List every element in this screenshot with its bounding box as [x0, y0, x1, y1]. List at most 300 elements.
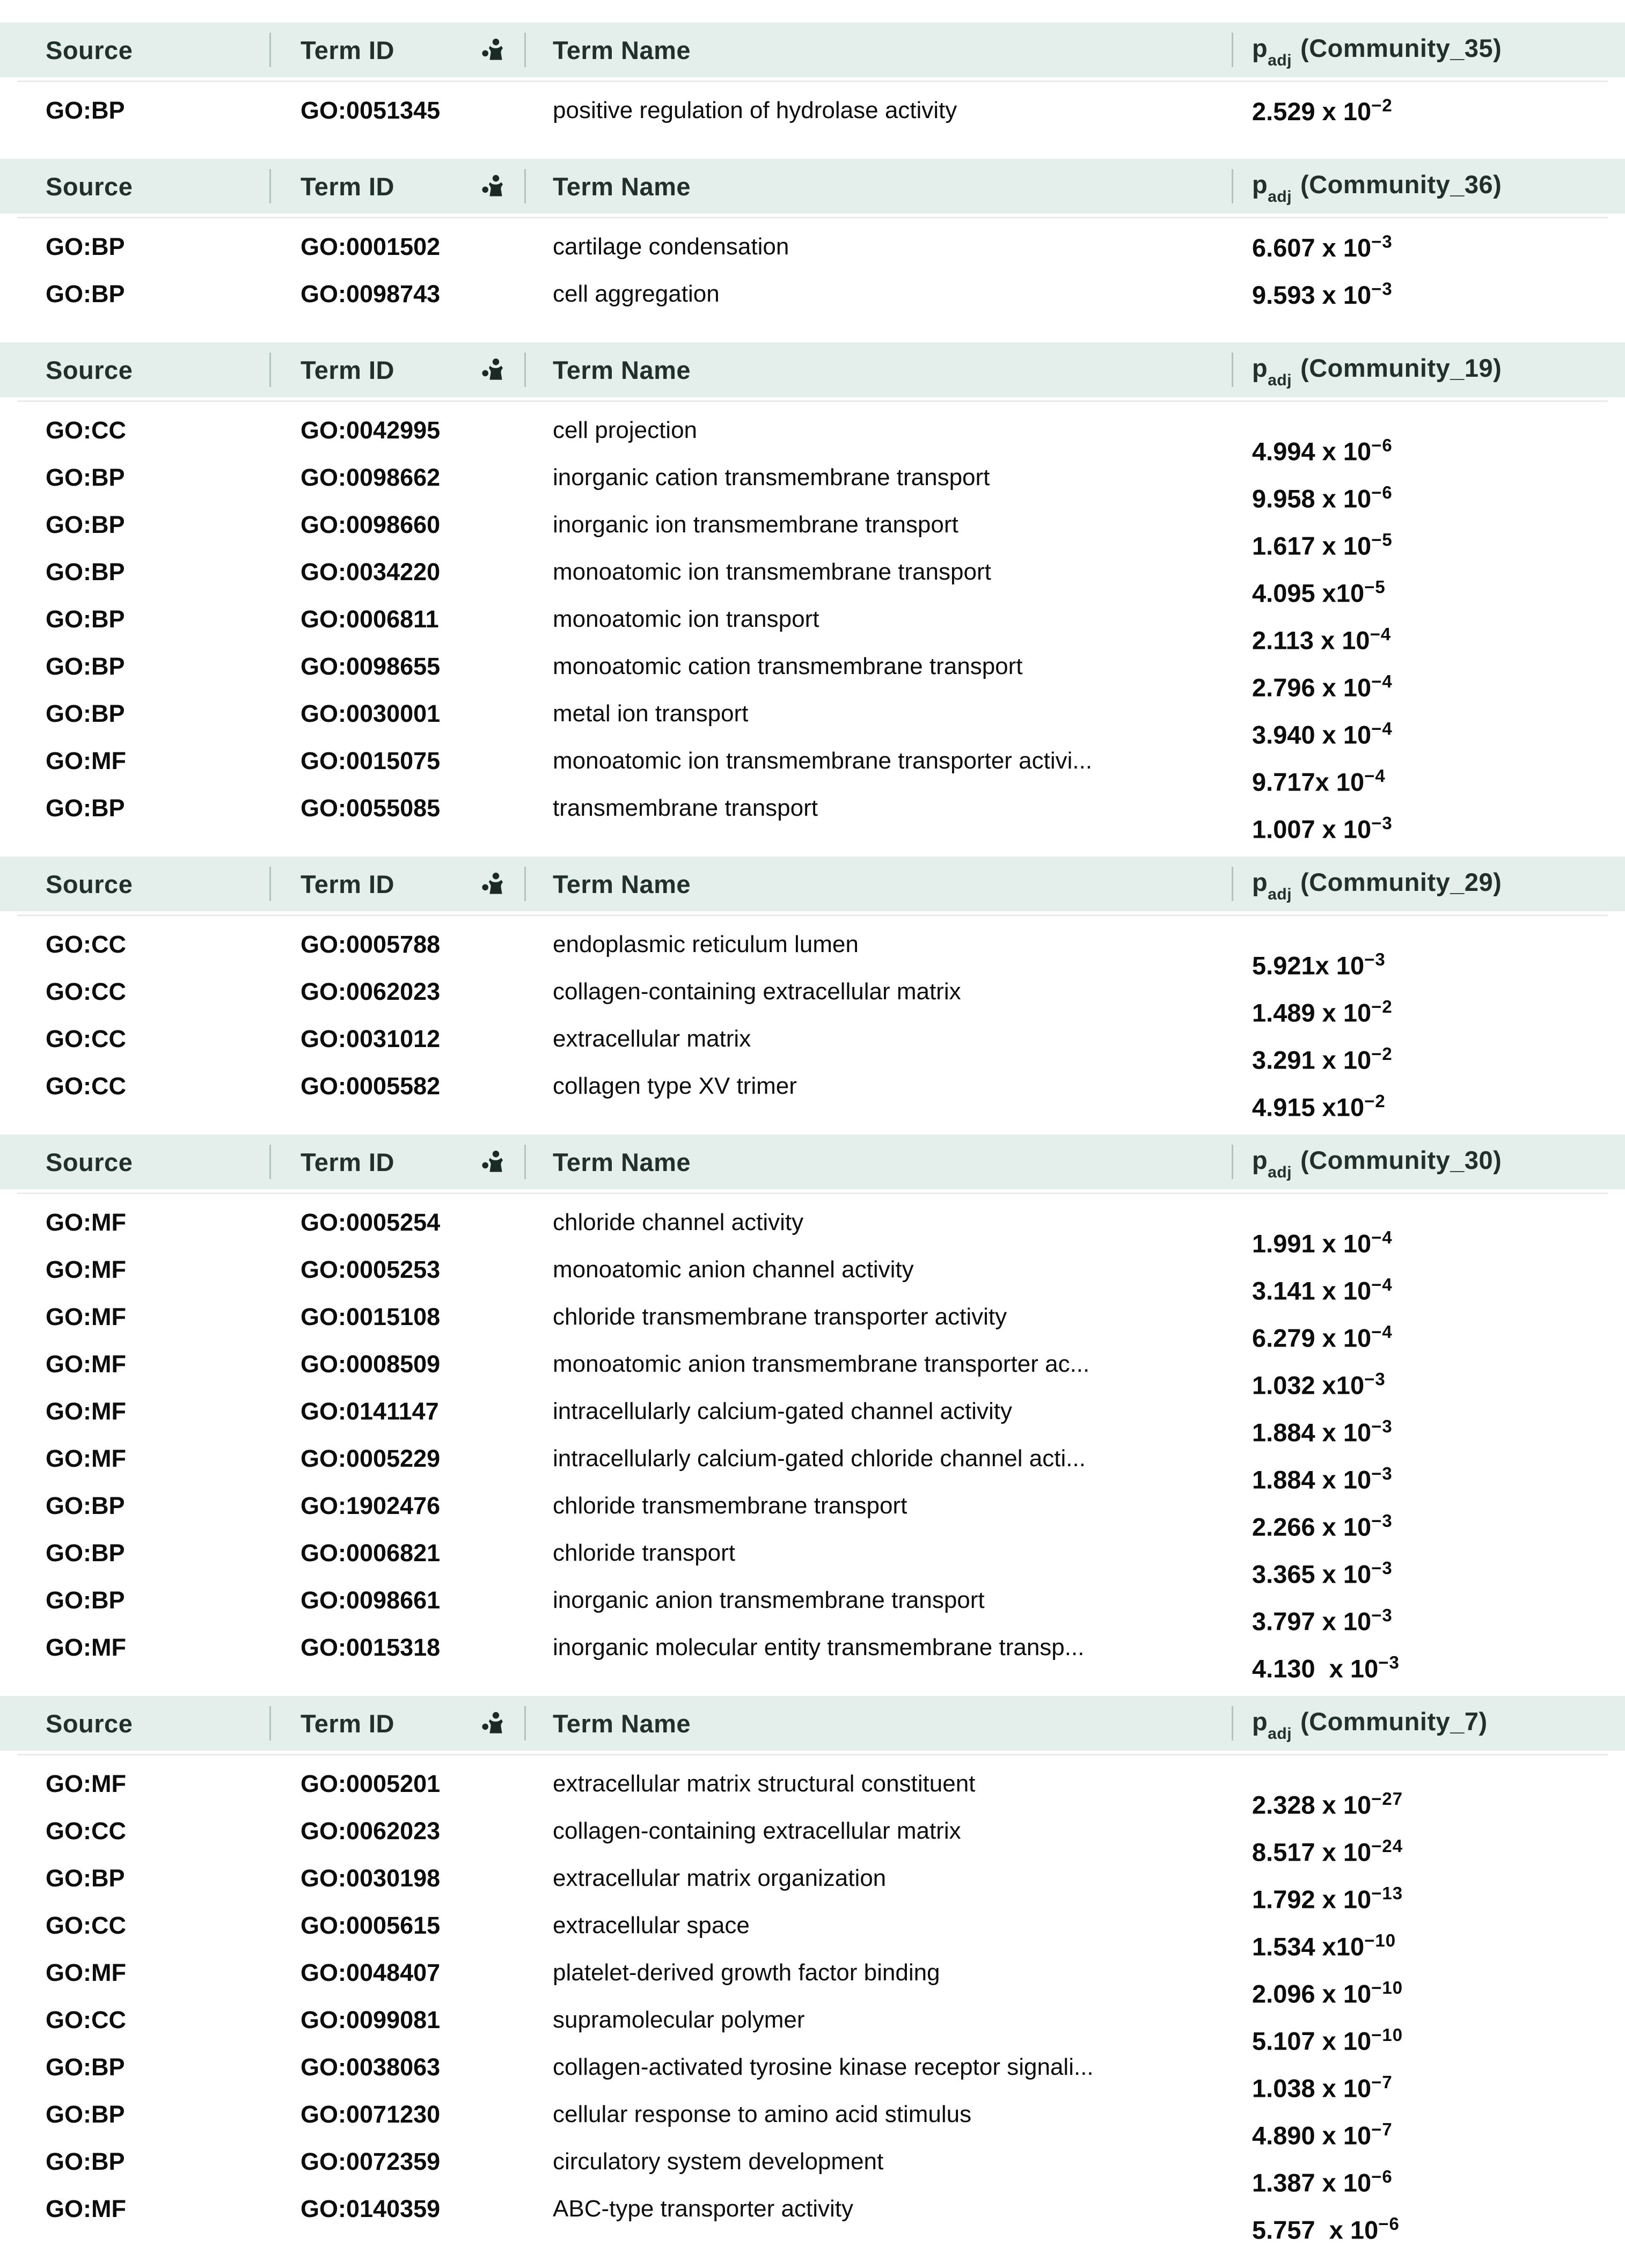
term-name-cell: cell aggregation [553, 281, 720, 307]
term-id-cell: GO:0006811 [301, 605, 439, 633]
padj-value [1252, 813, 1393, 844]
go-table-community-36 [0, 159, 1625, 322]
table-row [0, 223, 1625, 270]
padj-cell [1233, 1301, 1625, 1352]
padj-cell [1233, 698, 1625, 749]
padj-value [1252, 2025, 1403, 2056]
source-cell: GO:CC [46, 416, 126, 444]
padj-mantissa: 2.328 x 10 [1252, 1790, 1372, 1819]
padj-cell [1233, 415, 1625, 466]
term-name-cell: inorganic anion transmembrane transport [553, 1587, 985, 1613]
sort-figure-icon [480, 357, 506, 383]
term-id-cell: GO:0140359 [301, 2195, 441, 2222]
padj-cell [1233, 2099, 1625, 2150]
term-id-cell: GO:0099081 [301, 2006, 441, 2033]
term-name-cell: monoatomic cation transmembrane transport [553, 653, 1023, 679]
term-name-cell: supramolecular polymer [553, 2007, 805, 2033]
term-name-cell: inorganic cation transmembrane transport [553, 464, 990, 491]
padj-exponent: −2 [1364, 1091, 1386, 1111]
source-cell: GO:CC [46, 1912, 126, 1939]
term-id-cell: GO:0015075 [301, 747, 441, 774]
padj-cell [1233, 1023, 1625, 1074]
table-body [0, 397, 1625, 844]
padj-cell [1233, 1071, 1625, 1122]
padj-exponent: −6 [1378, 2214, 1400, 2234]
term-name-cell: extracellular space [553, 1912, 750, 1938]
padj-exponent: −5 [1371, 530, 1393, 550]
table-body [0, 911, 1625, 1122]
padj-cell [1233, 1957, 1625, 2008]
padj-value [1252, 949, 1386, 981]
column-header-term-id [271, 1709, 524, 1738]
source-cell: GO:BP [46, 558, 125, 586]
padj-mantissa: 9.958 x 10 [1252, 484, 1372, 513]
padj-mantissa: 1.617 x 10 [1252, 531, 1372, 560]
source-cell: GO:BP [46, 2148, 125, 2175]
padj-mantissa: 8.517 x 10 [1252, 1838, 1372, 1867]
column-header-term-id [271, 172, 524, 201]
padj-value [1252, 1369, 1386, 1400]
source-cell: GO:MF [46, 1209, 126, 1236]
term-name-cell: extracellular matrix [553, 1026, 751, 1052]
term-name-cell: intracellularly calcium-gated channel activity [553, 1398, 1012, 1424]
term-id-cell: GO:0001502 [301, 233, 441, 260]
term-id-cell: GO:1902476 [301, 1492, 441, 1519]
padj-mantissa: 3.291 x 10 [1252, 1045, 1372, 1074]
padj-subscript: adj [1268, 1725, 1292, 1743]
term-id-cell: GO:0015108 [301, 1303, 441, 1330]
padj-cell [1233, 279, 1625, 310]
source-cell: GO:MF [46, 1445, 126, 1472]
padj-mantissa: 3.797 x 10 [1252, 1607, 1372, 1636]
table-header [0, 159, 1625, 214]
go-table-community-29 [0, 857, 1625, 1122]
padj-subscript: adj [1268, 52, 1292, 70]
term-id-cell: GO:0015318 [301, 1634, 441, 1661]
column-header-source: Source [46, 1709, 133, 1738]
padj-mantissa: 3.141 x 10 [1252, 1276, 1372, 1305]
source-cell: GO:BP [46, 2053, 125, 2081]
term-name-cell: cartilage condensation [553, 233, 789, 260]
padj-exponent: −2 [1371, 1044, 1393, 1064]
source-cell: GO:BP [46, 700, 125, 727]
padj-label: p [1252, 353, 1268, 382]
go-table-community-30 [0, 1135, 1625, 1683]
padj-cell [1233, 2004, 1625, 2055]
term-id-label: Term ID [301, 172, 394, 201]
source-cell: GO:CC [46, 1025, 126, 1052]
term-name-cell: intracellularly calcium-gated chloride channel acti... [553, 1445, 1086, 1472]
term-id-cell: GO:0005582 [301, 1072, 441, 1100]
padj-value [1252, 1511, 1393, 1542]
source-cell: GO:MF [46, 1303, 126, 1330]
column-header-source: Source [46, 35, 133, 64]
term-id-cell: GO:0062023 [301, 1817, 441, 1845]
term-name-cell: collagen-activated tyrosine kinase receptor signali... [553, 2054, 1094, 2080]
padj-value [1252, 2167, 1393, 2198]
padj-mantissa: 1.534 x10 [1252, 1932, 1365, 1961]
term-name-cell: metal ion transport [553, 700, 749, 727]
padj-mantissa: 1.038 x 10 [1252, 2074, 1372, 2103]
column-header-padj [1233, 170, 1625, 206]
padj-value [1252, 530, 1393, 561]
table-header [0, 857, 1625, 911]
padj-cell [1233, 231, 1625, 262]
padj-cell [1233, 1443, 1625, 1494]
term-id-cell: GO:0008509 [301, 1350, 441, 1378]
padj-cell [1233, 976, 1625, 1027]
term-id-cell: GO:0098655 [301, 653, 441, 680]
table-row [0, 1199, 1625, 1258]
column-header-padj [1233, 1145, 1625, 1182]
padj-cell [1233, 651, 1625, 702]
padj-mantissa: 1.991 x 10 [1252, 1229, 1372, 1258]
column-header-term-name: Term Name [553, 1709, 691, 1738]
padj-cell [1233, 1396, 1625, 1447]
table-body [0, 1189, 1625, 1683]
term-name-cell: extracellular matrix organization [553, 1865, 887, 1891]
padj-exponent: −2 [1371, 95, 1393, 115]
sort-figure-icon [480, 1149, 506, 1175]
padj-mantissa: 1.884 x 10 [1252, 1465, 1372, 1494]
padj-exponent: −3 [1371, 1464, 1393, 1484]
padj-mantissa: 2.113 x 10 [1252, 626, 1370, 655]
padj-label: p [1252, 867, 1268, 896]
padj-value [1252, 1883, 1403, 1914]
padj-exponent: −4 [1371, 1227, 1393, 1248]
term-name-cell: collagen type XV trimer [553, 1073, 797, 1099]
term-name-cell: positive regulation of hydrolase activity [553, 97, 957, 123]
padj-cell [1233, 1768, 1625, 1819]
term-id-cell: GO:0098660 [301, 511, 441, 538]
padj-value [1252, 1275, 1393, 1306]
term-id-cell: GO:0055085 [301, 794, 441, 822]
term-name-cell: monoatomic anion transmembrane transporter ac... [553, 1351, 1090, 1377]
term-id-cell: GO:0030001 [301, 700, 441, 727]
term-name-cell: monoatomic ion transmembrane transporter activi... [553, 748, 1093, 774]
padj-cell [1233, 1349, 1625, 1400]
padj-exponent: −4 [1371, 671, 1393, 692]
table-row [0, 1760, 1625, 1819]
term-id-cell: GO:0034220 [301, 558, 441, 586]
source-cell: GO:BP [46, 280, 125, 308]
column-header-padj [1233, 867, 1625, 904]
term-name-cell: cell projection [553, 417, 698, 443]
padj-mantissa: 1.007 x 10 [1252, 815, 1372, 844]
padj-mantissa: 1.792 x 10 [1252, 1885, 1372, 1914]
padj-exponent: −4 [1371, 1275, 1393, 1295]
padj-subscript: adj [1268, 1164, 1292, 1182]
column-header-term-name: Term Name [553, 35, 691, 64]
padj-exponent: −5 [1364, 577, 1386, 597]
padj-cell [1233, 509, 1625, 560]
term-name-cell: chloride transport [553, 1540, 735, 1566]
padj-mantissa: 4.130 x 10 [1252, 1654, 1379, 1683]
padj-cell [1233, 1910, 1625, 1961]
source-cell: GO:BP [46, 233, 125, 260]
source-cell: GO:CC [46, 1072, 126, 1100]
padj-cell [1233, 557, 1625, 608]
term-name-cell: monoatomic ion transport [553, 606, 819, 632]
term-id-cell: GO:0005229 [301, 1445, 441, 1472]
padj-value [1252, 1091, 1386, 1122]
column-header-padj [1233, 33, 1625, 70]
padj-value [1252, 1605, 1393, 1636]
term-id-label: Term ID [301, 355, 394, 384]
padj-value [1252, 1836, 1403, 1867]
padj-mantissa: 4.915 x10 [1252, 1093, 1365, 1122]
term-name-cell: circulatory system development [553, 2148, 884, 2175]
table-header [0, 342, 1625, 397]
padj-cell [1233, 2146, 1625, 2197]
padj-cell [1233, 462, 1625, 513]
padj-exponent: −6 [1371, 2167, 1393, 2187]
table-body [0, 1751, 1625, 2244]
column-header-padj [1233, 353, 1625, 390]
source-cell: GO:BP [46, 794, 125, 822]
table-row [0, 87, 1625, 134]
term-id-cell: GO:0141147 [301, 1398, 439, 1425]
padj-value [1252, 1978, 1403, 2009]
padj-exponent: −4 [1370, 624, 1392, 645]
padj-label: p [1252, 170, 1268, 199]
padj-value [1252, 482, 1393, 514]
padj-cell [1233, 1585, 1625, 1636]
padj-cell [1233, 95, 1625, 126]
column-header-term-id [271, 869, 524, 899]
padj-exponent: −3 [1371, 813, 1393, 833]
source-cell: GO:MF [46, 1256, 126, 1283]
padj-cell [1233, 2193, 1625, 2244]
padj-subscript: adj [1268, 188, 1292, 206]
source-cell: GO:CC [46, 978, 126, 1005]
term-name-cell: inorganic ion transmembrane transport [553, 511, 958, 538]
column-header-term-name: Term Name [553, 172, 691, 201]
community-label: (Community_29) [1300, 867, 1502, 896]
term-id-cell: GO:0048407 [301, 1959, 441, 1986]
term-id-cell: GO:0062023 [301, 978, 441, 1005]
column-header-source: Source [46, 172, 133, 201]
term-id-cell: GO:0030198 [301, 1864, 441, 1892]
column-header-term-id [271, 35, 524, 65]
padj-value [1252, 624, 1391, 655]
term-id-cell: GO:0051345 [301, 97, 441, 124]
padj-exponent: −4 [1364, 766, 1386, 786]
padj-exponent: −13 [1371, 1883, 1403, 1904]
term-name-cell: transmembrane transport [553, 795, 818, 821]
padj-cell [1233, 604, 1625, 655]
column-header-term-id [271, 1147, 524, 1177]
go-table-community-7 [0, 1696, 1625, 2244]
community-label: (Community_7) [1300, 1707, 1488, 1736]
padj-mantissa: 2.096 x 10 [1252, 1979, 1372, 2008]
source-cell: GO:BP [46, 653, 125, 680]
source-cell: GO:MF [46, 747, 126, 774]
term-id-label: Term ID [301, 1147, 394, 1176]
padj-mantissa: 5.757 x 10 [1252, 2215, 1379, 2244]
padj-mantissa: 1.884 x 10 [1252, 1418, 1372, 1447]
padj-mantissa: 1.032 x10 [1252, 1371, 1365, 1400]
term-id-cell: GO:0005201 [301, 1770, 441, 1797]
padj-value [1252, 719, 1393, 750]
term-id-cell: GO:0098743 [301, 280, 441, 308]
term-id-cell: GO:0005788 [301, 931, 441, 958]
term-id-cell: GO:0038063 [301, 2053, 441, 2081]
padj-mantissa: 5.921x 10 [1252, 951, 1365, 980]
column-header-term-name: Term Name [553, 355, 691, 384]
padj-value [1252, 1930, 1396, 1962]
padj-label: p [1252, 1145, 1268, 1174]
padj-exponent: −3 [1378, 1652, 1400, 1673]
source-cell: GO:BP [46, 1586, 125, 1614]
padj-cell [1233, 1816, 1625, 1867]
padj-cell [1233, 1632, 1625, 1683]
table-body [0, 77, 1625, 138]
padj-exponent: −7 [1371, 2072, 1393, 2093]
column-header-padj [1233, 1707, 1625, 1743]
column-header-source: Source [46, 1147, 133, 1176]
padj-cell [1233, 2052, 1625, 2103]
term-id-label: Term ID [301, 1709, 394, 1738]
column-header-term-name: Term Name [553, 1147, 691, 1176]
padj-label: p [1252, 1707, 1268, 1736]
padj-exponent: −4 [1371, 719, 1393, 739]
source-cell: GO:CC [46, 1817, 126, 1845]
padj-mantissa: 2.266 x 10 [1252, 1512, 1372, 1541]
term-name-cell: collagen-containing extracellular matrix [553, 1818, 961, 1844]
padj-value [1252, 997, 1393, 1028]
sort-figure-icon [480, 1710, 506, 1736]
padj-exponent: −3 [1371, 1416, 1393, 1437]
padj-value [1252, 435, 1393, 466]
padj-exponent: −6 [1371, 435, 1393, 456]
padj-value [1252, 2119, 1393, 2150]
source-cell: GO:BP [46, 511, 125, 538]
padj-cell [1233, 793, 1625, 844]
padj-mantissa: 4.994 x 10 [1252, 437, 1372, 466]
term-name-cell: extracellular matrix structural constituent [553, 1770, 976, 1797]
padj-exponent: −3 [1364, 949, 1386, 970]
community-label: (Community_35) [1300, 33, 1502, 62]
padj-exponent: −3 [1371, 231, 1393, 252]
term-id-cell: GO:0005254 [301, 1209, 441, 1236]
go-table-community-19 [0, 342, 1625, 844]
padj-mantissa: 9.717x 10 [1252, 767, 1365, 796]
term-id-cell: GO:0005615 [301, 1912, 441, 1939]
padj-value [1252, 766, 1386, 797]
table-header [0, 1696, 1625, 1751]
term-name-cell: collagen-containing extracellular matrix [553, 978, 961, 1005]
source-cell: GO:CC [46, 2006, 126, 2033]
table-row [0, 921, 1625, 980]
padj-value [1252, 1044, 1393, 1075]
padj-mantissa: 5.107 x 10 [1252, 2026, 1372, 2055]
table-row [0, 407, 1625, 466]
source-cell: GO:CC [46, 931, 126, 958]
term-name-cell: monoatomic anion channel activity [553, 1256, 914, 1283]
padj-mantissa: 2.529 x 10 [1252, 97, 1372, 126]
term-id-cell: GO:0005253 [301, 1256, 441, 1283]
padj-value [1252, 671, 1393, 703]
table-header [0, 23, 1625, 77]
term-name-cell: chloride transmembrane transport [553, 1493, 907, 1519]
padj-value [1252, 1558, 1393, 1589]
padj-cell [1233, 1254, 1625, 1305]
term-name-cell: ABC-type transporter activity [553, 2196, 853, 2222]
term-name-cell: platelet-derived growth factor binding [553, 1959, 940, 1986]
padj-mantissa: 4.890 x 10 [1252, 2121, 1372, 2150]
padj-cell [1233, 1538, 1625, 1589]
padj-exponent: −10 [1364, 1930, 1396, 1951]
term-id-cell: GO:0098661 [301, 1586, 441, 1614]
padj-cell [1233, 745, 1625, 796]
term-id-cell: GO:0071230 [301, 2101, 441, 2128]
padj-exponent: −4 [1371, 1322, 1393, 1342]
padj-mantissa: 6.607 x 10 [1252, 233, 1372, 262]
padj-value [1252, 2072, 1393, 2103]
padj-value [1252, 97, 1393, 126]
padj-mantissa: 3.365 x 10 [1252, 1560, 1372, 1589]
column-header-source: Source [46, 869, 133, 898]
padj-value [1252, 1652, 1400, 1684]
sort-figure-icon [480, 173, 506, 199]
sort-figure-icon [480, 37, 506, 63]
padj-exponent: −24 [1371, 1836, 1403, 1856]
source-cell: GO:MF [46, 1398, 126, 1425]
source-cell: GO:BP [46, 1539, 125, 1567]
term-name-cell: endoplasmic reticulum lumen [553, 931, 859, 957]
padj-mantissa: 6.279 x 10 [1252, 1323, 1372, 1352]
padj-value [1252, 1789, 1403, 1820]
table-header [0, 1135, 1625, 1189]
term-id-label: Term ID [301, 869, 394, 898]
source-cell: GO:MF [46, 1634, 126, 1661]
padj-mantissa: 9.593 x 10 [1252, 280, 1372, 309]
padj-value [1252, 2214, 1400, 2245]
source-cell: GO:MF [46, 2195, 126, 2222]
source-cell: GO:BP [46, 1492, 125, 1519]
column-header-term-id [271, 355, 524, 385]
padj-exponent: −3 [1371, 1605, 1393, 1626]
table-row [0, 270, 1625, 318]
padj-subscript: adj [1268, 371, 1292, 390]
padj-cell [1233, 1863, 1625, 1914]
term-name-cell: cellular response to amino acid stimulus [553, 2101, 972, 2127]
padj-mantissa: 1.489 x 10 [1252, 998, 1372, 1027]
padj-exponent: −27 [1371, 1789, 1403, 1809]
padj-mantissa: 4.095 x10 [1252, 579, 1365, 608]
source-cell: GO:BP [46, 2101, 125, 2128]
source-cell: GO:MF [46, 1770, 126, 1797]
term-name-cell: chloride channel activity [553, 1209, 804, 1235]
column-header-source: Source [46, 355, 133, 384]
padj-value [1252, 281, 1393, 309]
community-label: (Community_19) [1300, 353, 1502, 382]
source-cell: GO:MF [46, 1959, 126, 1986]
term-name-cell: inorganic molecular entity transmembrane transp... [553, 1634, 1085, 1660]
source-cell: GO:BP [46, 464, 125, 491]
term-id-cell: GO:0098662 [301, 464, 441, 491]
go-table-community-35 [0, 23, 1625, 138]
term-name-cell: monoatomic ion transmembrane transport [553, 559, 991, 585]
padj-exponent: −6 [1371, 482, 1393, 503]
source-cell: GO:BP [46, 97, 125, 124]
source-cell: GO:MF [46, 1350, 126, 1378]
padj-cell [1233, 929, 1625, 980]
padj-value [1252, 1416, 1393, 1447]
padj-value [1252, 1464, 1393, 1495]
padj-exponent: −3 [1371, 279, 1393, 299]
